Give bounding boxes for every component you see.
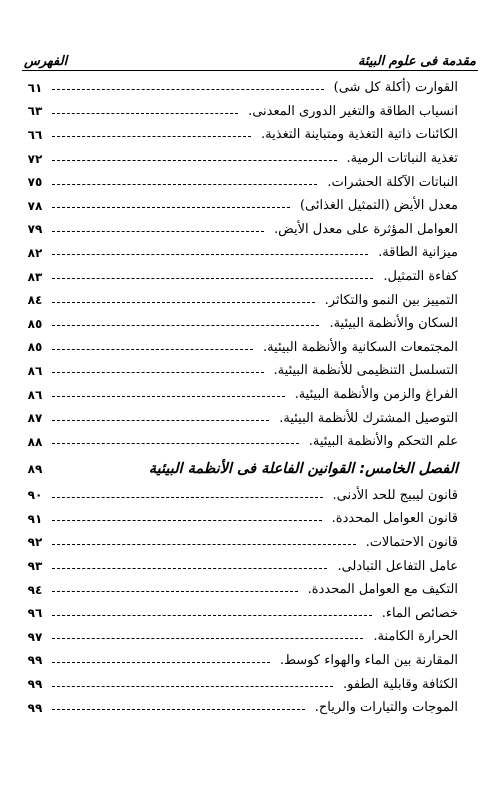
dot-leader bbox=[52, 113, 238, 114]
chapter-title: الفصل الخامس: القوانين الفاعلة فى الأنظمة البيئية bbox=[148, 460, 458, 477]
toc-entry bbox=[22, 194, 458, 218]
toc-entry bbox=[22, 625, 458, 649]
toc-entry-title: علم التحكم والأنظمة البيئية. bbox=[308, 434, 458, 450]
toc-entry bbox=[22, 312, 458, 336]
toc-entry-page-number: ٩٩ bbox=[27, 653, 43, 668]
toc-entry-title: معدل الأيض (التمثيل الغذائى) bbox=[299, 198, 458, 214]
toc-entry bbox=[22, 218, 458, 242]
toc-entry-page-number: ٩٩ bbox=[27, 677, 43, 692]
toc-entry-page-number: ٨٧ bbox=[27, 411, 43, 426]
dot-leader bbox=[52, 568, 327, 569]
toc-entry-page-number: ٨٦ bbox=[27, 387, 43, 402]
chapter-heading bbox=[22, 454, 458, 484]
dot-leader bbox=[52, 686, 333, 687]
toc-entry-page-number: ٨٨ bbox=[27, 434, 43, 449]
toc-entry-page-number: ٧٥ bbox=[27, 175, 43, 190]
toc-entry-page-number: ٧٩ bbox=[27, 222, 43, 237]
toc-entry bbox=[22, 406, 458, 430]
toc-entry-page-number: ٨٦ bbox=[27, 363, 43, 378]
toc-entry bbox=[22, 241, 458, 265]
dot-leader bbox=[52, 372, 264, 373]
toc-entry-title: خصائص الماء. bbox=[381, 605, 458, 621]
toc-entry bbox=[22, 696, 458, 720]
toc-entry-title: التسلسل التنظيمى للأنظمة البيئية. bbox=[273, 363, 458, 379]
toc-entry-title: قانون العوامل المحددة. bbox=[331, 511, 458, 527]
toc-entry bbox=[22, 649, 458, 673]
dot-leader bbox=[52, 520, 322, 521]
toc-entry-title: الفراغ والزمن والأنظمة البيئية. bbox=[294, 387, 458, 403]
toc-entry-page-number: ٩٦ bbox=[27, 606, 43, 621]
toc-entry bbox=[22, 147, 458, 171]
toc-entry bbox=[22, 288, 458, 312]
toc-entry-title: التمييز بين النمو والتكاثر. bbox=[324, 292, 458, 308]
toc-entry-title: القوارت (أكلة كل شى) bbox=[333, 80, 458, 96]
dot-leader bbox=[52, 136, 251, 137]
toc-entry bbox=[22, 123, 458, 147]
dot-leader bbox=[52, 160, 337, 161]
dot-leader bbox=[52, 615, 372, 616]
toc-entry bbox=[22, 578, 458, 602]
dot-leader bbox=[52, 420, 269, 421]
toc-group-b bbox=[22, 484, 458, 720]
toc-entry-title: النباتات الآكلة الحشرات. bbox=[327, 174, 458, 190]
toc-entry bbox=[22, 484, 458, 508]
toc-entry-title: الموجات والتيارات والرياح. bbox=[314, 700, 458, 716]
toc-entry-title: السكان والأنظمة البيئية. bbox=[329, 316, 458, 332]
toc-entry-page-number: ٧٢ bbox=[27, 151, 43, 166]
toc-entry bbox=[22, 507, 458, 531]
toc-entry-page-number: ٩٤ bbox=[27, 582, 43, 597]
toc-entry bbox=[22, 336, 458, 360]
toc-entry-page-number: ٩٩ bbox=[27, 700, 43, 715]
dot-leader bbox=[52, 349, 253, 350]
toc-entry bbox=[22, 359, 458, 383]
dot-leader bbox=[52, 302, 315, 303]
toc-entry-title: التكيف مع العوامل المحددة. bbox=[307, 582, 458, 598]
toc-entry-page-number: ٩١ bbox=[27, 511, 43, 526]
running-header bbox=[22, 49, 478, 69]
toc-entry bbox=[22, 601, 458, 625]
toc-entry-title: الكائنات ذاتية التغذية ومتباينة التغذية. bbox=[261, 127, 458, 143]
dot-leader bbox=[52, 207, 290, 208]
toc-entry-page-number: ٩٧ bbox=[27, 629, 43, 644]
dot-leader bbox=[52, 231, 264, 232]
toc-entry-page-number: ٨٣ bbox=[27, 269, 43, 284]
toc-entry-page-number: ٨٥ bbox=[27, 316, 43, 331]
toc-entry bbox=[22, 100, 458, 124]
toc-entry-title: تغذية النباتات الرمية. bbox=[346, 151, 458, 167]
header-rule bbox=[22, 70, 478, 71]
dot-leader bbox=[52, 396, 285, 397]
table-of-contents bbox=[22, 76, 458, 719]
toc-entry-page-number: ٩٢ bbox=[27, 535, 43, 550]
toc-entry bbox=[22, 76, 458, 100]
toc-entry-page-number: ٦١ bbox=[27, 80, 43, 95]
dot-leader bbox=[52, 662, 270, 663]
toc-entry-title: العوامل المؤثرة على معدل الأيض. bbox=[273, 221, 458, 237]
toc-entry-page-number: ٦٣ bbox=[27, 104, 43, 119]
toc-entry-title: قانون الاحتمالات. bbox=[365, 534, 458, 550]
toc-entry-page-number: ٨٤ bbox=[27, 293, 43, 308]
toc-entry-title: كفاءة التمثيل. bbox=[383, 269, 458, 285]
dot-leader bbox=[52, 184, 317, 185]
toc-entry-page-number: ٨٢ bbox=[27, 245, 43, 260]
toc-entry-title: قانون ليبيج للحد الأدنى. bbox=[332, 487, 458, 503]
toc-entry-title: الكثافة وقابلية الطفو. bbox=[342, 676, 458, 692]
toc-entry-page-number: ٩٣ bbox=[27, 559, 43, 574]
toc-entry-page-number: ٦٦ bbox=[27, 127, 43, 142]
dot-leader bbox=[52, 638, 363, 639]
toc-entry-title: انسياب الطاقة والتغير الدورى المعدنى. bbox=[248, 103, 458, 119]
toc-entry bbox=[22, 531, 458, 555]
dot-leader bbox=[52, 709, 305, 710]
dot-leader bbox=[52, 254, 368, 255]
section-title: الفهرس bbox=[24, 54, 68, 69]
toc-entry bbox=[22, 430, 458, 454]
toc-entry-title: التوصيل المشترك للأنظمة البيئية. bbox=[279, 410, 458, 426]
toc-entry bbox=[22, 383, 458, 407]
toc-entry-page-number: ٨٥ bbox=[27, 340, 43, 355]
toc-entry bbox=[22, 672, 458, 696]
dot-leader bbox=[52, 591, 298, 592]
dot-leader bbox=[52, 443, 299, 444]
toc-entry-title: المقارنة بين الماء والهواء كوسط. bbox=[279, 652, 458, 668]
dot-leader bbox=[52, 278, 373, 279]
toc-entry-page-number: ٧٨ bbox=[27, 198, 43, 213]
toc-entry bbox=[22, 170, 458, 194]
dot-leader bbox=[52, 544, 356, 545]
chapter-page-number: ٨٩ bbox=[27, 461, 43, 476]
toc-entry-page-number: ٩٠ bbox=[27, 488, 43, 503]
toc-entry-title: عامل التفاعل التبادلى. bbox=[337, 558, 458, 574]
dot-leader bbox=[52, 89, 324, 90]
toc-group-a bbox=[22, 76, 458, 454]
dot-leader bbox=[52, 325, 319, 326]
dot-leader bbox=[52, 497, 323, 498]
toc-entry-title: ميزانية الطاقة. bbox=[378, 245, 458, 261]
toc-entry bbox=[22, 265, 458, 289]
toc-entry-title: المجتمعات السكانية والأنظمة البيئية. bbox=[262, 339, 458, 355]
toc-entry-title: الحرارة الكامنة. bbox=[373, 629, 458, 645]
book-title: مقدمة فى علوم البيئة bbox=[357, 54, 476, 69]
toc-entry bbox=[22, 554, 458, 578]
